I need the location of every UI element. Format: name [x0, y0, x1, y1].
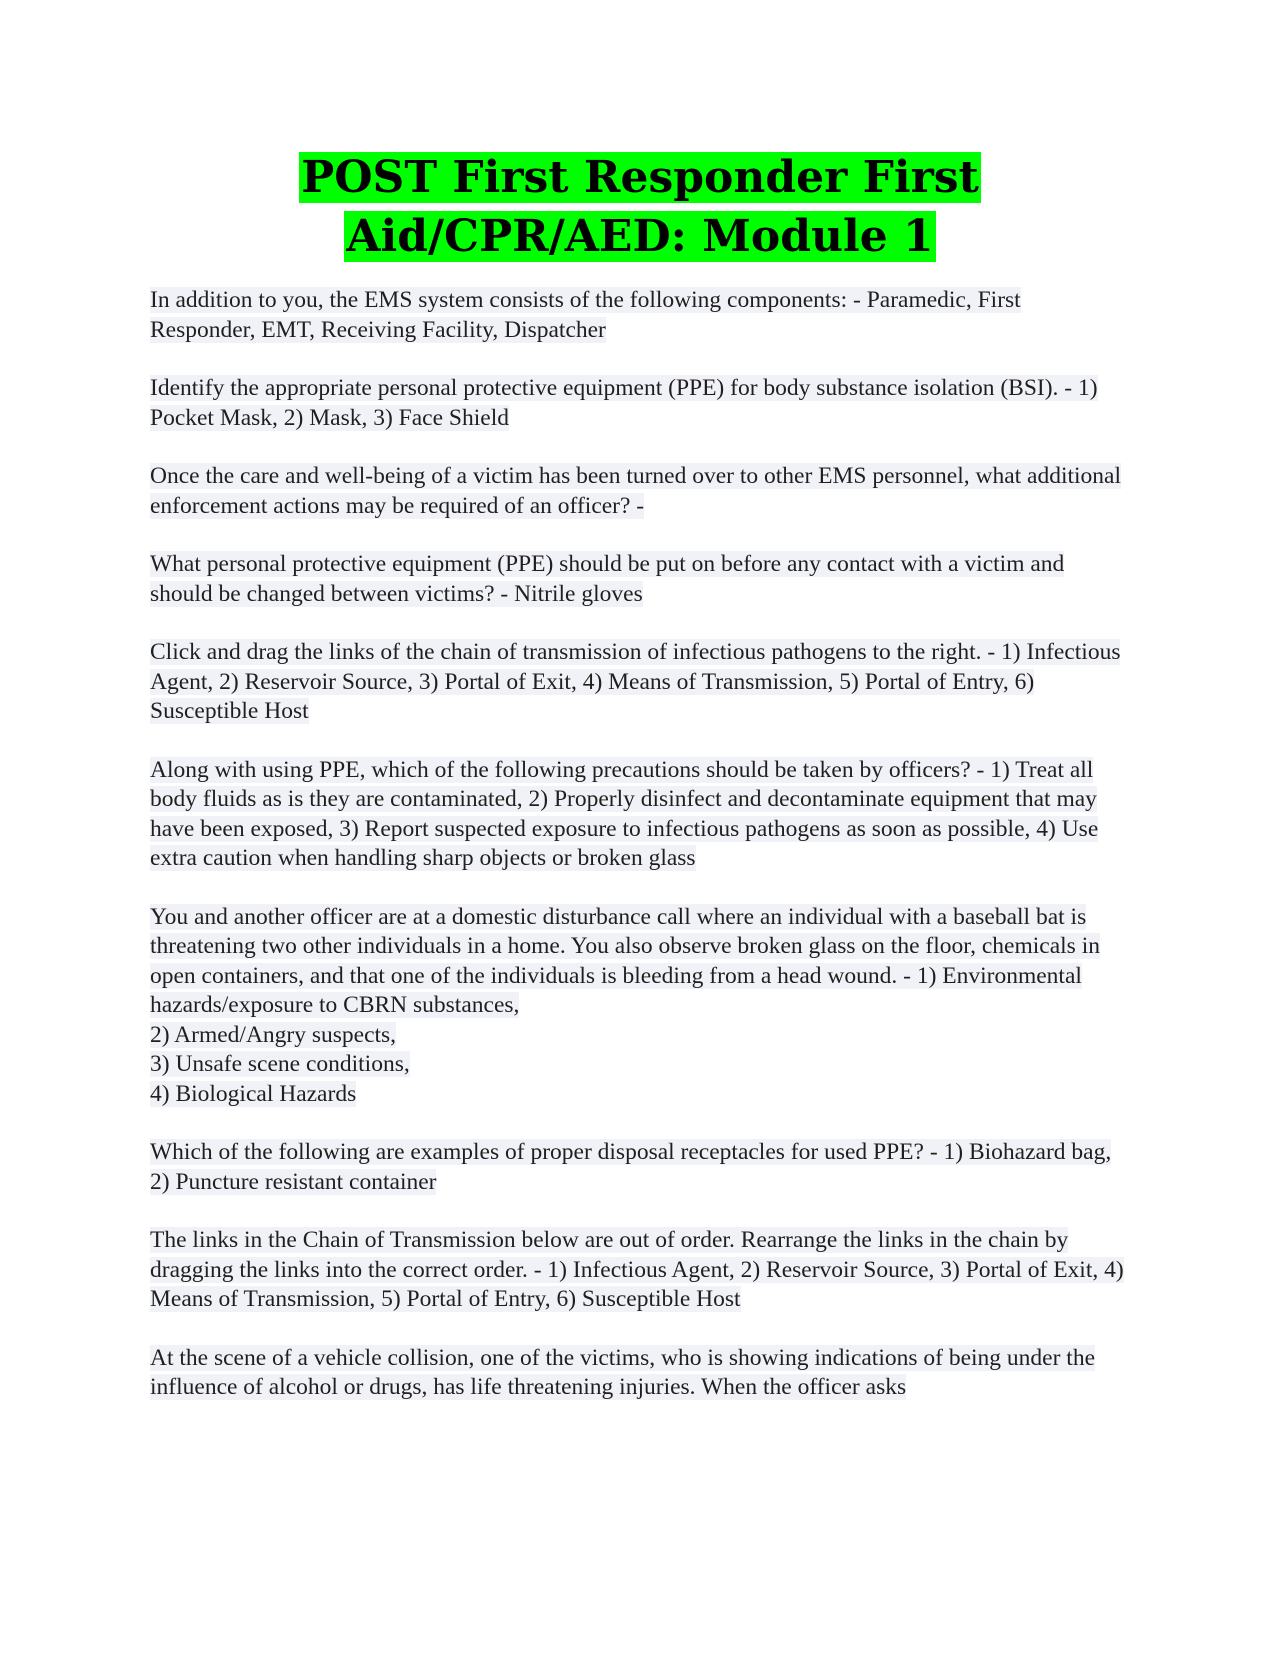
- qa-paragraph: [150, 903, 1130, 1110]
- qa-paragraph: [150, 638, 1130, 727]
- qa-paragraph: [150, 286, 1130, 345]
- document-title: [150, 148, 1130, 266]
- qa-paragraph: [150, 1138, 1130, 1197]
- qa-text: Which of the following are examples of proper disposal receptacles for used PPE? - 1) Biohazard bag, 2) Puncture resistant container: [150, 1139, 1112, 1195]
- qa-text: Click and drag the links of the chain of transmission of infectious pathogens to the right. - 1) Infectious Agent, 2) Reservoir Source, 3) Portal of Exit, 4) Means of Transmission, 5) Portal of Entry, 6) Susceptible Host: [150, 639, 1121, 724]
- document-title-text: POST First Responder First Aid/CPR/AED: Module 1: [301, 152, 979, 262]
- qa-paragraph: [150, 550, 1130, 609]
- qa-text: Identify the appropriate personal protective equipment (PPE) for body substance isolation (BSI). - 1) Pocket Mask, 2) Mask, 3) Face Shield: [150, 375, 1098, 431]
- document-page: [150, 148, 1130, 1432]
- qa-text: The links in the Chain of Transmission below are out of order. Rearrange the links in the chain by dragging the links into the correct order. - 1) Infectious Agent, 2) Reservoir Source, 3) Portal of Exit, 4) Means of Transmission, 5) Portal of Entry, 6) Susceptible Host: [150, 1227, 1124, 1312]
- qa-paragraph: [150, 462, 1130, 521]
- qa-text: At the scene of a vehicle collision, one of the victims, who is showing indications of being under the influence of alcohol or drugs, has life threatening injuries. When the officer asks: [150, 1344, 1096, 1400]
- qa-text: Along with using PPE, which of the following precautions should be taken by officers? - 1) Treat all body fluids as is they are contaminated, 2) Properly disinfect and decontaminate equipment that may have been exposed, 3) Report suspected exposure to infectious pathogens as soon as possible, 4) Use extra caution when handling sharp objects or broken glass: [150, 756, 1099, 871]
- qa-text: You and another officer are at a domestic disturbance call where an individual with a baseball bat is threatening two other individuals in a home. You also observe broken glass on the floor, chemicals in open containers, and that one of the individuals is bleeding from a head wound. - 1) Environmental hazards/exposure to CBRN substances, 2) Armed/Angry suspects, 3) Unsafe scene conditions, 4) Biological Hazards: [150, 903, 1100, 1107]
- qa-text: In addition to you, the EMS system consists of the following components: - Paramedic, First Responder, EMT, Receiving Facility, Dispatcher: [150, 287, 1021, 343]
- qa-paragraph: [150, 756, 1130, 874]
- qa-text: What personal protective equipment (PPE) should be put on before any contact with a victim and should be changed between victims? - Nitrile gloves: [150, 551, 1065, 607]
- qa-paragraph: [150, 374, 1130, 433]
- qa-paragraph: [150, 1226, 1130, 1315]
- qa-text: Once the care and well-being of a victim has been turned over to other EMS personnel, what additional enforcement actions may be required of an officer? -: [150, 463, 1122, 519]
- qa-paragraph: [150, 1344, 1130, 1403]
